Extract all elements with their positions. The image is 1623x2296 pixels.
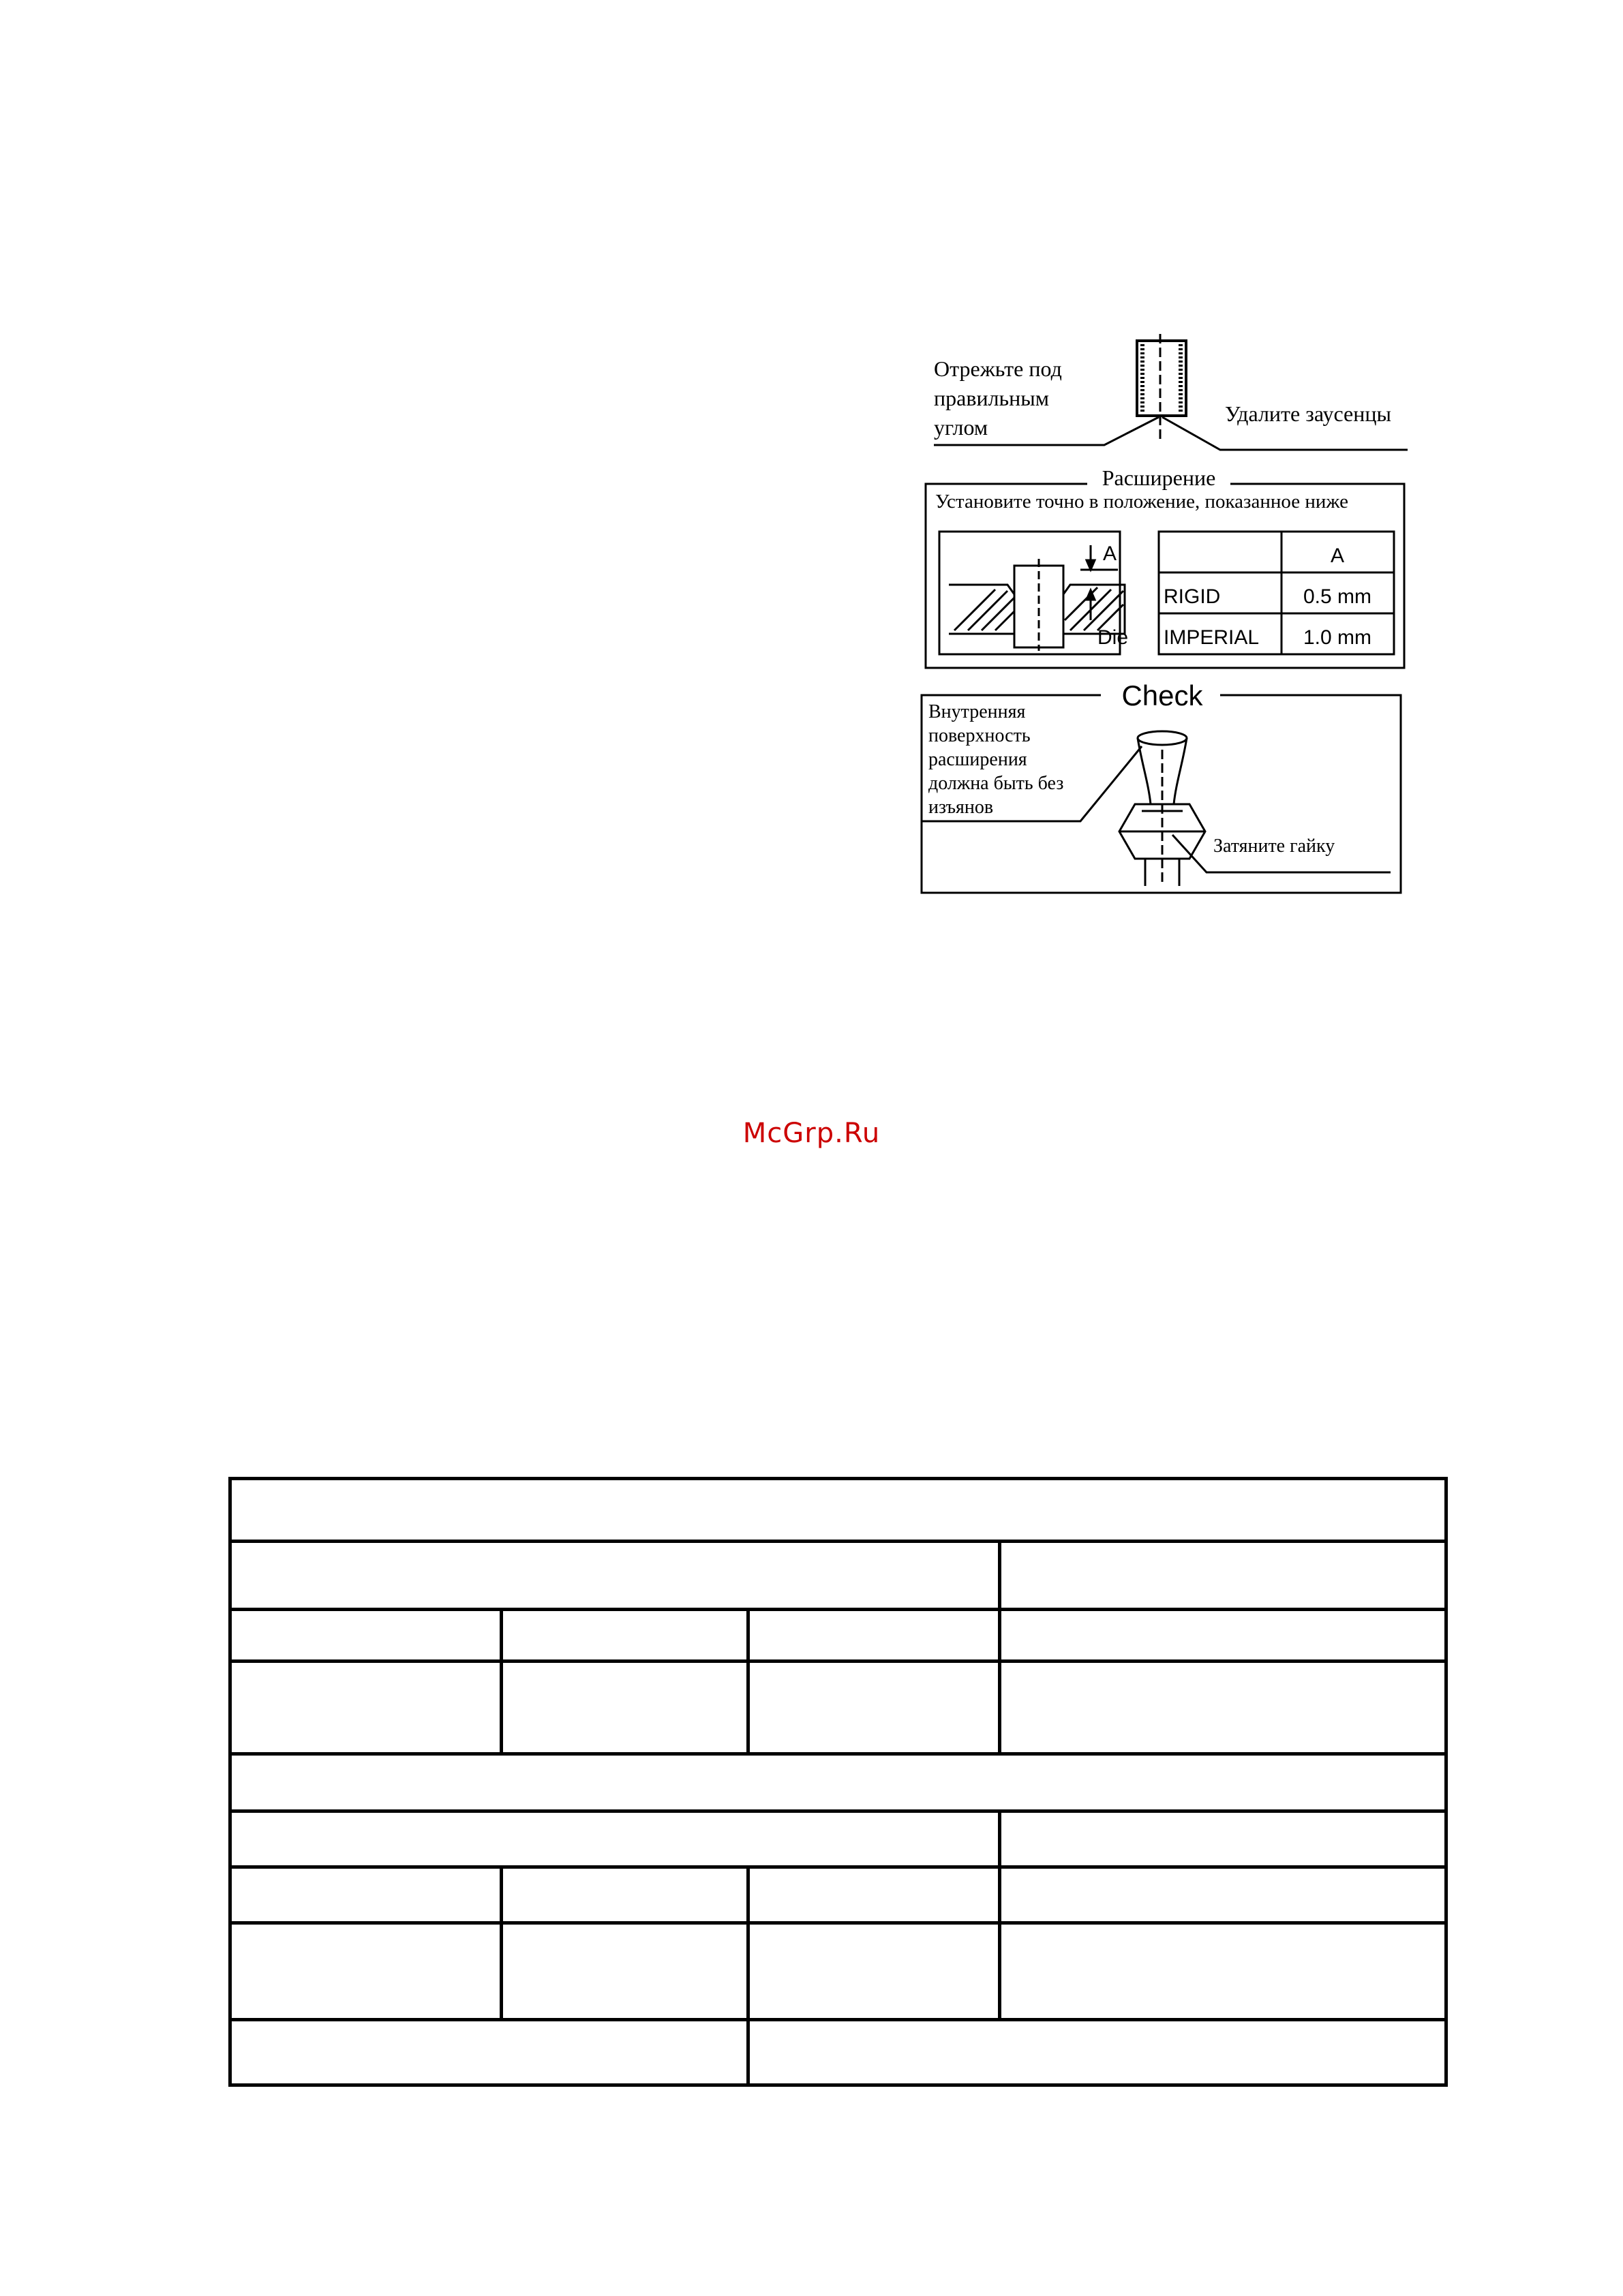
spec-table-cell [230, 1867, 502, 1923]
watermark: McGrp.Ru [742, 1118, 881, 1149]
spec-table-cell [230, 1923, 502, 2020]
flaring-instruction: Установите точно в положение, показанное ниже [935, 491, 1348, 512]
spec-table-row [230, 2020, 1446, 2085]
cut-label-line-2: правильным [934, 386, 1049, 410]
spec-table-cell [748, 1867, 1000, 1923]
flaring-table-row-1-type: RIGID [1164, 585, 1221, 608]
spec-table-row [230, 1754, 1446, 1811]
spec-table-cell [1000, 1923, 1446, 2020]
spec-table-cell [230, 1479, 1446, 1542]
spec-table-row [230, 1479, 1446, 1542]
spec-table-cell [1000, 1610, 1446, 1662]
spec-table [228, 1477, 1448, 2087]
spec-table-cell [502, 1923, 748, 2020]
spec-table-cell [230, 2020, 748, 2085]
spec-table-cell [1000, 1542, 1446, 1610]
spec-table-cell [748, 1662, 1000, 1754]
flaring-table-row-1-value: 0.5 mm [1303, 585, 1372, 608]
spec-table-cell [1000, 1867, 1446, 1923]
spec-table-cell [1000, 1811, 1446, 1867]
tighten-nut-label: Затяните гайку [1213, 836, 1335, 857]
spec-table-row [230, 1923, 1446, 2020]
spec-table-cell [502, 1867, 748, 1923]
spec-table-cell [230, 1811, 1000, 1867]
spec-table-row [230, 1811, 1446, 1867]
spec-table-row [230, 1662, 1446, 1754]
inner-surface-label-line-1: Внутренняя [928, 701, 1026, 722]
inner-surface-label-line-5: изъянов [928, 797, 994, 818]
spec-table-row [230, 1867, 1446, 1923]
spec-table-cell [502, 1662, 748, 1754]
spec-table-row [230, 1610, 1446, 1662]
spec-table-cell [748, 1923, 1000, 2020]
check-title: Check [1121, 679, 1203, 711]
spec-table-cell [748, 2020, 1446, 2085]
spec-table-cell [230, 1542, 1000, 1610]
inner-surface-label-line-4: должна быть без [928, 773, 1064, 794]
spec-table-cell [230, 1662, 502, 1754]
cut-label-line-1: Отрежьте под [934, 356, 1062, 381]
spec-table-cell [230, 1754, 1446, 1811]
spec-table-cell [502, 1610, 748, 1662]
flaring-table-row-2-type: IMPERIAL [1164, 626, 1260, 649]
spec-table-row [230, 1542, 1446, 1610]
inner-surface-label-line-3: расширения [928, 749, 1027, 770]
flaring-table-header: A [1330, 545, 1345, 567]
deburr-label: Удалите заусенцы [1225, 401, 1391, 426]
inner-surface-label-line-2: поверхность [928, 725, 1031, 746]
flaring-title: Расширение [1102, 465, 1216, 490]
flaring-table-row-2-value: 1.0 mm [1303, 626, 1372, 649]
dim-label: A [1103, 542, 1117, 565]
spec-table-cell [230, 1610, 502, 1662]
cut-label-line-3: углом [934, 415, 988, 440]
spec-table-cell [1000, 1662, 1446, 1754]
spec-table-cell [748, 1610, 1000, 1662]
die-label: Die [1097, 626, 1129, 649]
